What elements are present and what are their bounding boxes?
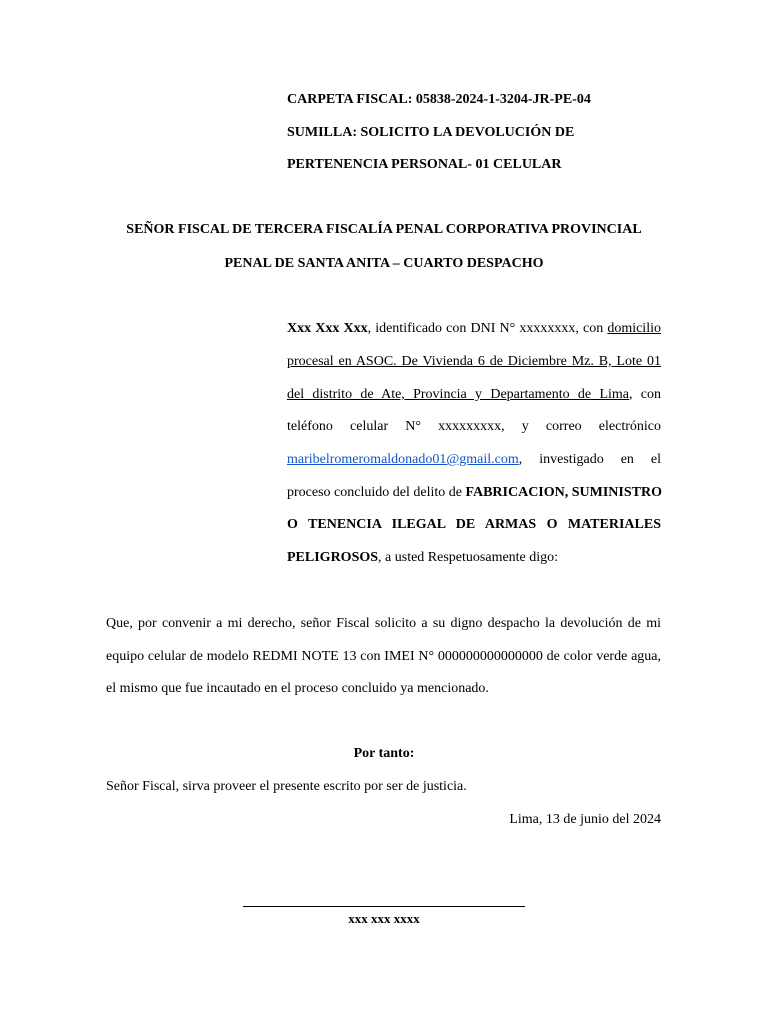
intro-line-8 xyxy=(287,550,558,566)
intro-line-6 xyxy=(287,485,661,501)
body-line-2: equipo celular de modelo REDMI NOTE 13 con IMEI N° 000000000000000 de color verde agua, xyxy=(106,649,661,664)
address-text: del distrito de Ate, Provincia y Departamento de Lima xyxy=(287,387,629,402)
intro-line-1 xyxy=(287,321,661,337)
signature-line xyxy=(243,906,525,907)
intro-text: , investigado en el xyxy=(518,452,661,467)
body-line-1: Que, por convenir a mi derecho, señor Fiscal solicito a su digno despacho la devolución de mi xyxy=(106,616,661,631)
sumilla-line-1: SUMILLA: SOLICITO LA DEVOLUCIÓN DE xyxy=(287,125,575,140)
intro-line-2: procesal en ASOC. De Vivienda 6 de Diciembre Mz. B, Lote 01 xyxy=(287,354,661,369)
por-tanto-heading: Por tanto: xyxy=(353,746,415,761)
closing-request: Señor Fiscal, sirva proveer el presente escrito por ser de justicia. xyxy=(106,779,467,794)
carpeta-fiscal: CARPETA FISCAL: 05838-2024-1-3204-JR-PE-04 xyxy=(287,92,591,107)
intro-text: , con xyxy=(629,387,662,402)
intro-line-5 xyxy=(287,452,661,468)
date-line: Lima, 13 de junio del 2024 xyxy=(509,812,661,827)
address-text: domicilio xyxy=(607,321,661,336)
intro-text: proceso concluido del delito de xyxy=(287,485,466,500)
intro-line-4: teléfono celular N° xxxxxxxxx, y correo electrónico xyxy=(287,419,661,434)
signature-name: xxx xxx xxxx xyxy=(348,911,420,926)
addressee-line-1: SEÑOR FISCAL DE TERCERA FISCALÍA PENAL CORPORATIVA PROVINCIAL xyxy=(126,222,642,237)
addressee-line-2: PENAL DE SANTA ANITA – CUARTO DESPACHO xyxy=(224,256,544,271)
intro-line-7: O TENENCIA ILEGAL DE ARMAS O MATERIALES xyxy=(287,517,661,532)
body-line-3: el mismo que fue incautado en el proceso concluido ya mencionado. xyxy=(106,681,489,696)
sumilla-line-2: PERTENENCIA PERSONAL- 01 CELULAR xyxy=(287,157,562,172)
petitioner-name: Xxx Xxx Xxx xyxy=(287,321,368,336)
crime-name: PELIGROSOS xyxy=(287,550,379,565)
intro-text: , a usted Respetuosamente digo: xyxy=(378,550,559,565)
intro-line-3 xyxy=(287,387,661,403)
crime-name: FABRICACION, SUMINISTRO xyxy=(465,485,662,500)
email-link[interactable]: maribelromeromaldonado01@gmail.com xyxy=(287,452,519,467)
intro-text: , identificado con DNI N° xxxxxxxx, con xyxy=(367,321,608,336)
